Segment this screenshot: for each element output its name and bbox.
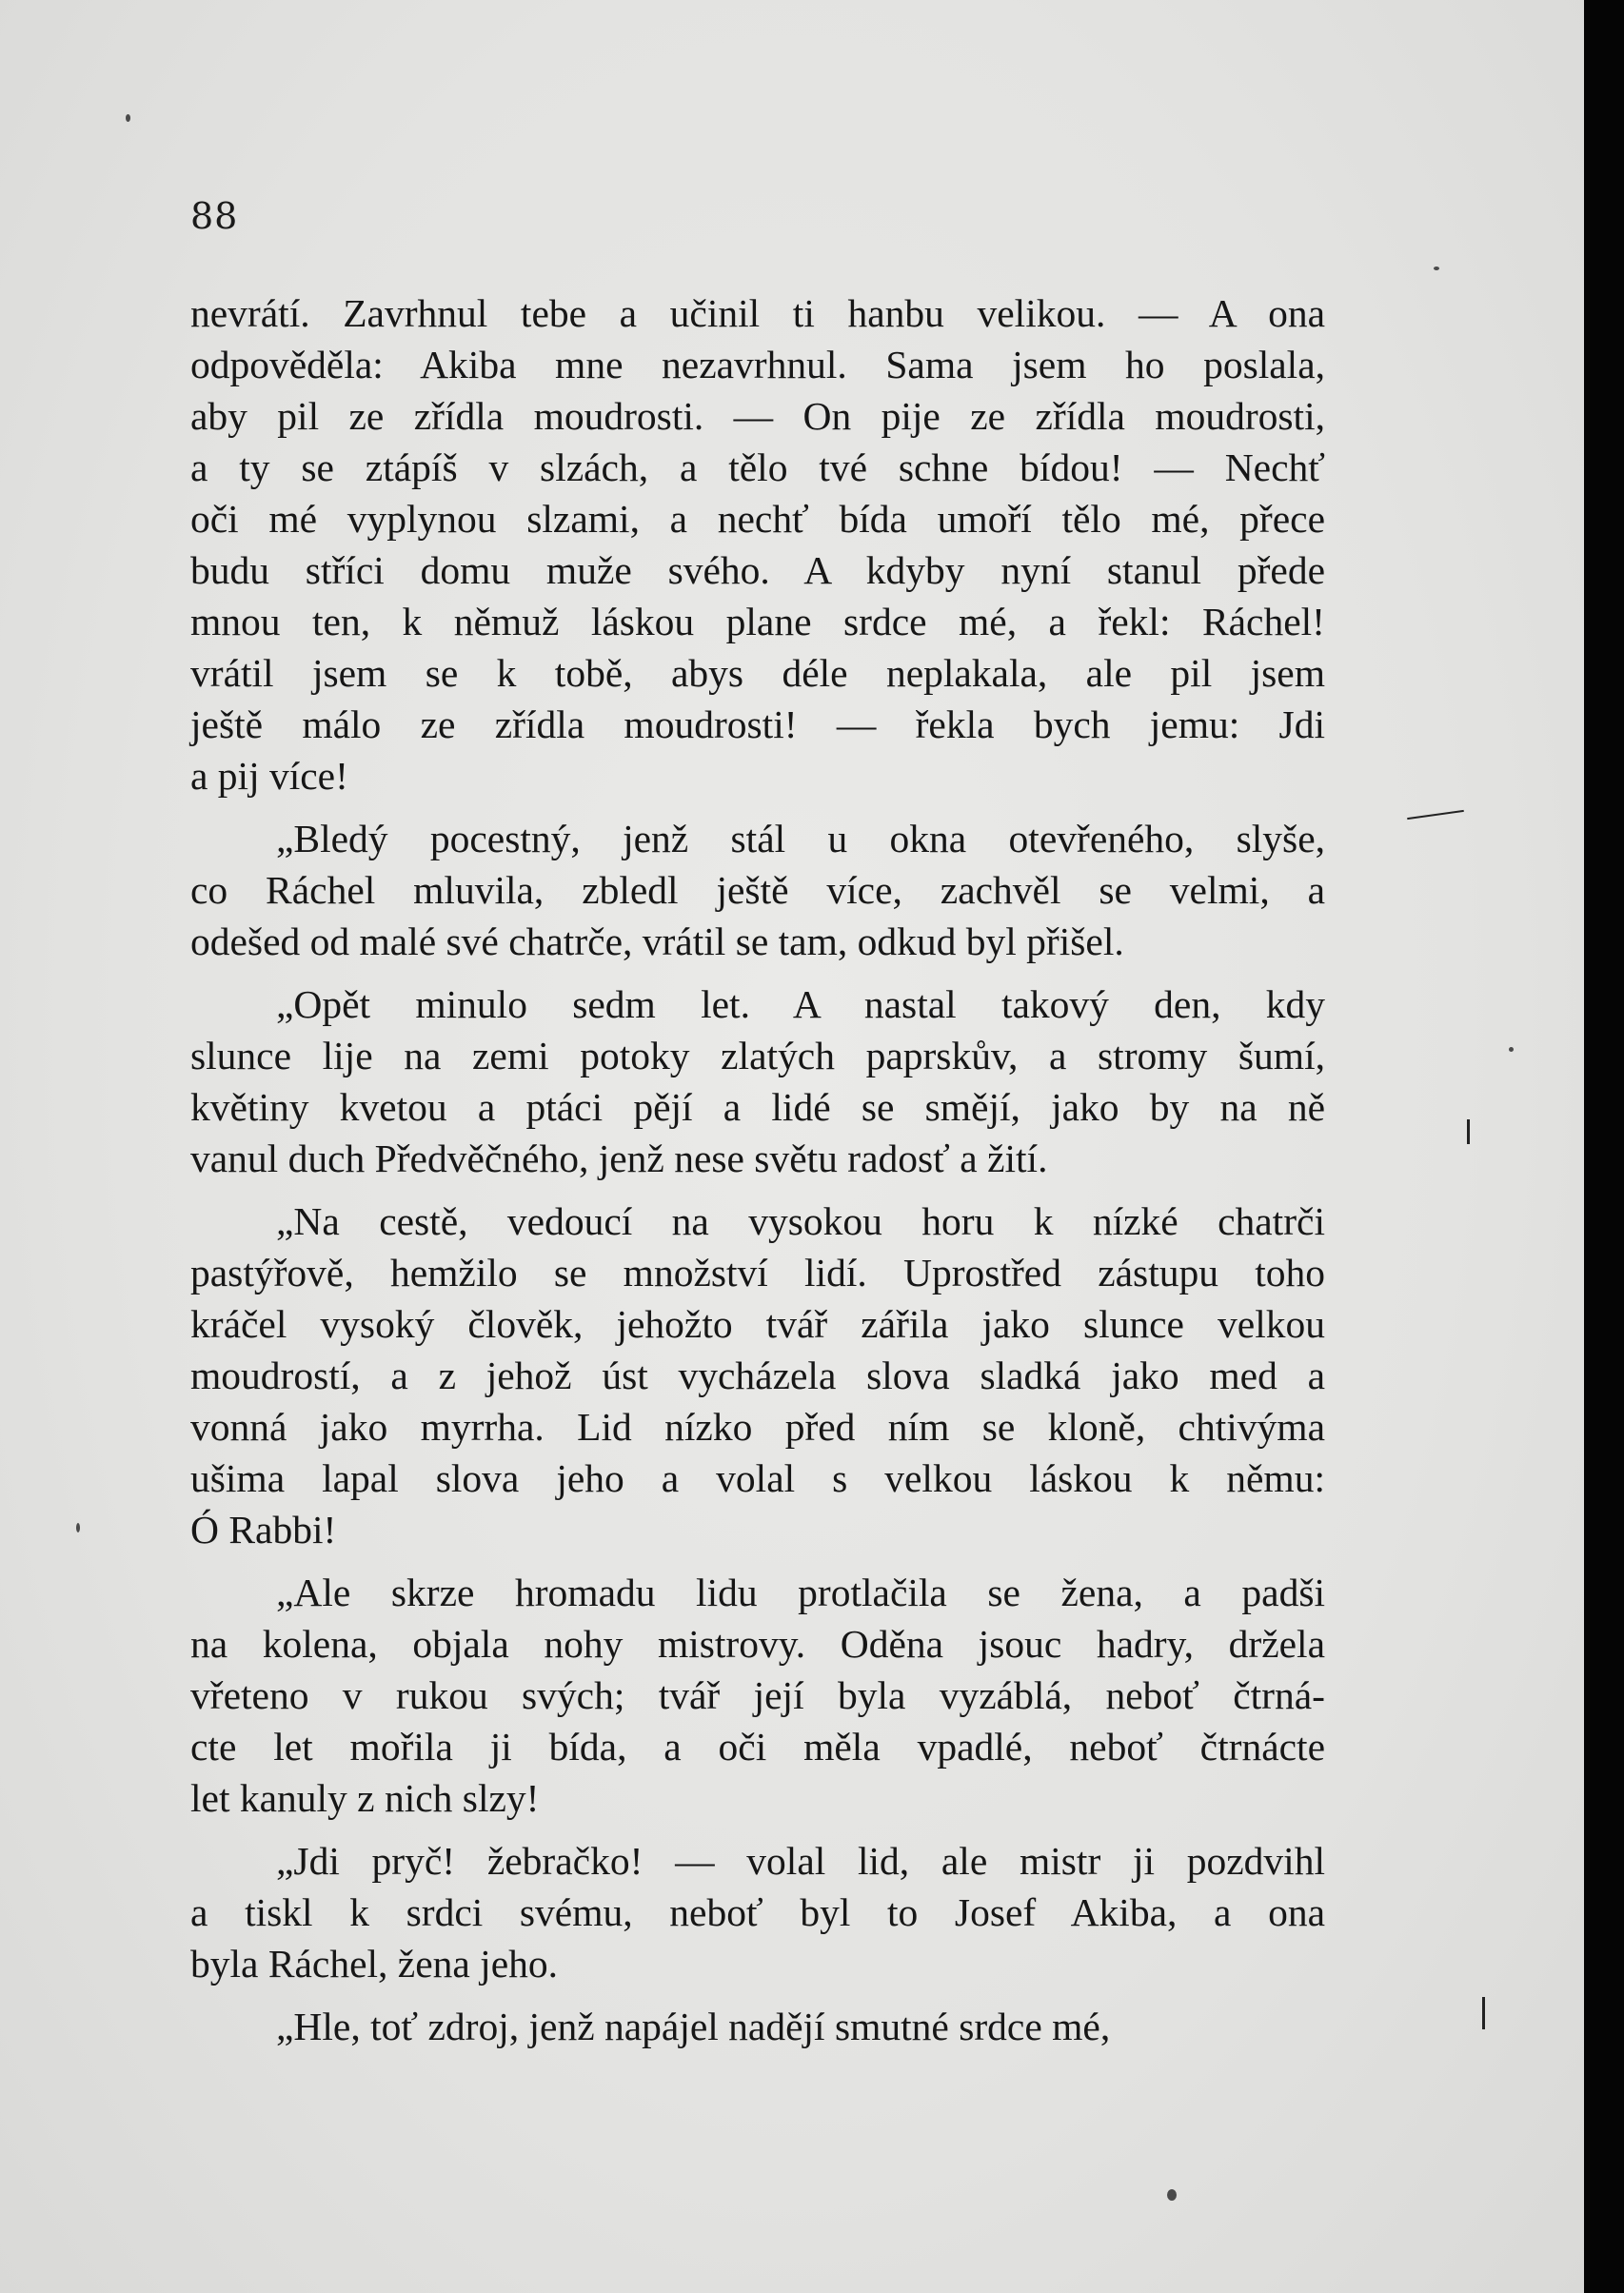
- text-line: „Bledý pocestný, jenž stál u okna otevřeného, slyše,: [276, 817, 1325, 860]
- text-line: budu stříci domu muže svého. A kdyby nyní stanul přede: [190, 548, 1325, 592]
- scan-mark: [1407, 810, 1464, 820]
- text-line: odpověděla: Akiba mne nezavrhnul. Sama jsem ho poslala,: [190, 343, 1325, 386]
- text-line: vřeteno v rukou svých; tvář její byla vyzáblá, neboť čtrná-: [190, 1673, 1325, 1717]
- text-line: mnou ten, k němuž láskou plane srdce mé, a řekl: Ráchel!: [190, 600, 1325, 643]
- text-line: Ó Rabbi!: [190, 1508, 337, 1552]
- text-line: co Ráchel mluvila, zbledl ještě více, zachvěl se velmi, a: [190, 868, 1325, 912]
- scan-speck: [1434, 267, 1439, 270]
- scan-speck: [1167, 2189, 1177, 2201]
- scan-edge: [1584, 0, 1624, 2293]
- text-line: ušima lapal slova jeho a volal s velkou láskou k němu:: [190, 1456, 1325, 1500]
- paragraph-gap: [190, 1184, 1325, 1196]
- text-line: vanul duch Předvěčného, jenž nese světu radosť a žití.: [190, 1137, 1048, 1180]
- text-line: ještě málo ze zřídla moudrosti! — řekla bych jemu: Jdi: [190, 702, 1325, 746]
- paragraph-gap: [190, 1824, 1325, 1835]
- text-line: odešed od malé své chatrče, vrátil se tam, odkud byl přišel.: [190, 919, 1124, 963]
- text-line: cte let mořila ji bída, a oči měla vpadlé, neboť čtrnácte: [190, 1725, 1325, 1769]
- paragraph-gap: [190, 1989, 1325, 2001]
- text-line: vonná jako myrrha. Lid nízko před ním se kloně, chtivýma: [190, 1405, 1325, 1449]
- paragraph-gap: [190, 1555, 1325, 1567]
- text-line: moudrostí, a z jehož úst vycházela slova sladká jako med a: [190, 1354, 1325, 1397]
- paragraph-gap: [190, 967, 1325, 978]
- scan-speck: [76, 1523, 80, 1532]
- text-line: nevrátí. Zavrhnul tebe a učinil ti hanbu velikou. — A ona: [190, 291, 1325, 335]
- text-line: pastýřově, hemžilo se množství lidí. Uprostřed zástupu toho: [190, 1251, 1325, 1295]
- text-line: slunce lije na zemi potoky zlatých paprskův, a stromy šumí,: [190, 1034, 1325, 1077]
- text-line: „Opět minulo sedm let. A nastal takový den, kdy: [276, 982, 1325, 1026]
- text-line: oči mé vyplynou slzami, a nechť bída umoří tělo mé, přece: [190, 497, 1325, 541]
- paragraph-gap: [190, 801, 1325, 813]
- scan-mark: [1467, 1119, 1470, 1144]
- text-line: „Ale skrze hromadu lidu protlačila se žena, a padši: [276, 1571, 1325, 1614]
- text-line: kráčel vysoký člověk, jehožto tvář zářila jako slunce velkou: [190, 1302, 1325, 1346]
- scan-speck: [126, 114, 130, 122]
- text-line: aby pil ze zřídla moudrosti. — On pije ze zřídla moudrosti,: [190, 394, 1325, 438]
- text-line: květiny kvetou a ptáci pějí a lidé se smějí, jako by na ně: [190, 1085, 1325, 1129]
- text-line: a pij více!: [190, 754, 348, 798]
- body-text: [190, 287, 1325, 2052]
- scan-mark: [1482, 1997, 1485, 2029]
- page-number: 88: [190, 195, 239, 237]
- text-line: a tiskl k srdci svému, neboť byl to Josef Akiba, a ona: [190, 1890, 1325, 1934]
- text-line: let kanuly z nich slzy!: [190, 1776, 540, 1820]
- text-line: byla Ráchel, žena jeho.: [190, 1942, 559, 1986]
- scan-speck: [1509, 1047, 1514, 1052]
- text-line: na kolena, objala nohy mistrovy. Oděna jsouc hadry, držela: [190, 1622, 1325, 1666]
- text-line: a ty se ztápíš v slzách, a tělo tvé schne bídou! — Nechť: [190, 445, 1325, 489]
- text-line: „Na cestě, vedoucí na vysokou horu k nízké chatrči: [276, 1199, 1325, 1243]
- text-line: vrátil jsem se k tobě, abys déle neplakala, ale pil jsem: [190, 651, 1325, 695]
- text-line: „Hle, toť zdroj, jenž napájel nadějí smutné srdce mé,: [276, 2005, 1111, 2048]
- text-line: „Jdi pryč! žebračko! — volal lid, ale mistr ji pozdvihl: [276, 1839, 1325, 1883]
